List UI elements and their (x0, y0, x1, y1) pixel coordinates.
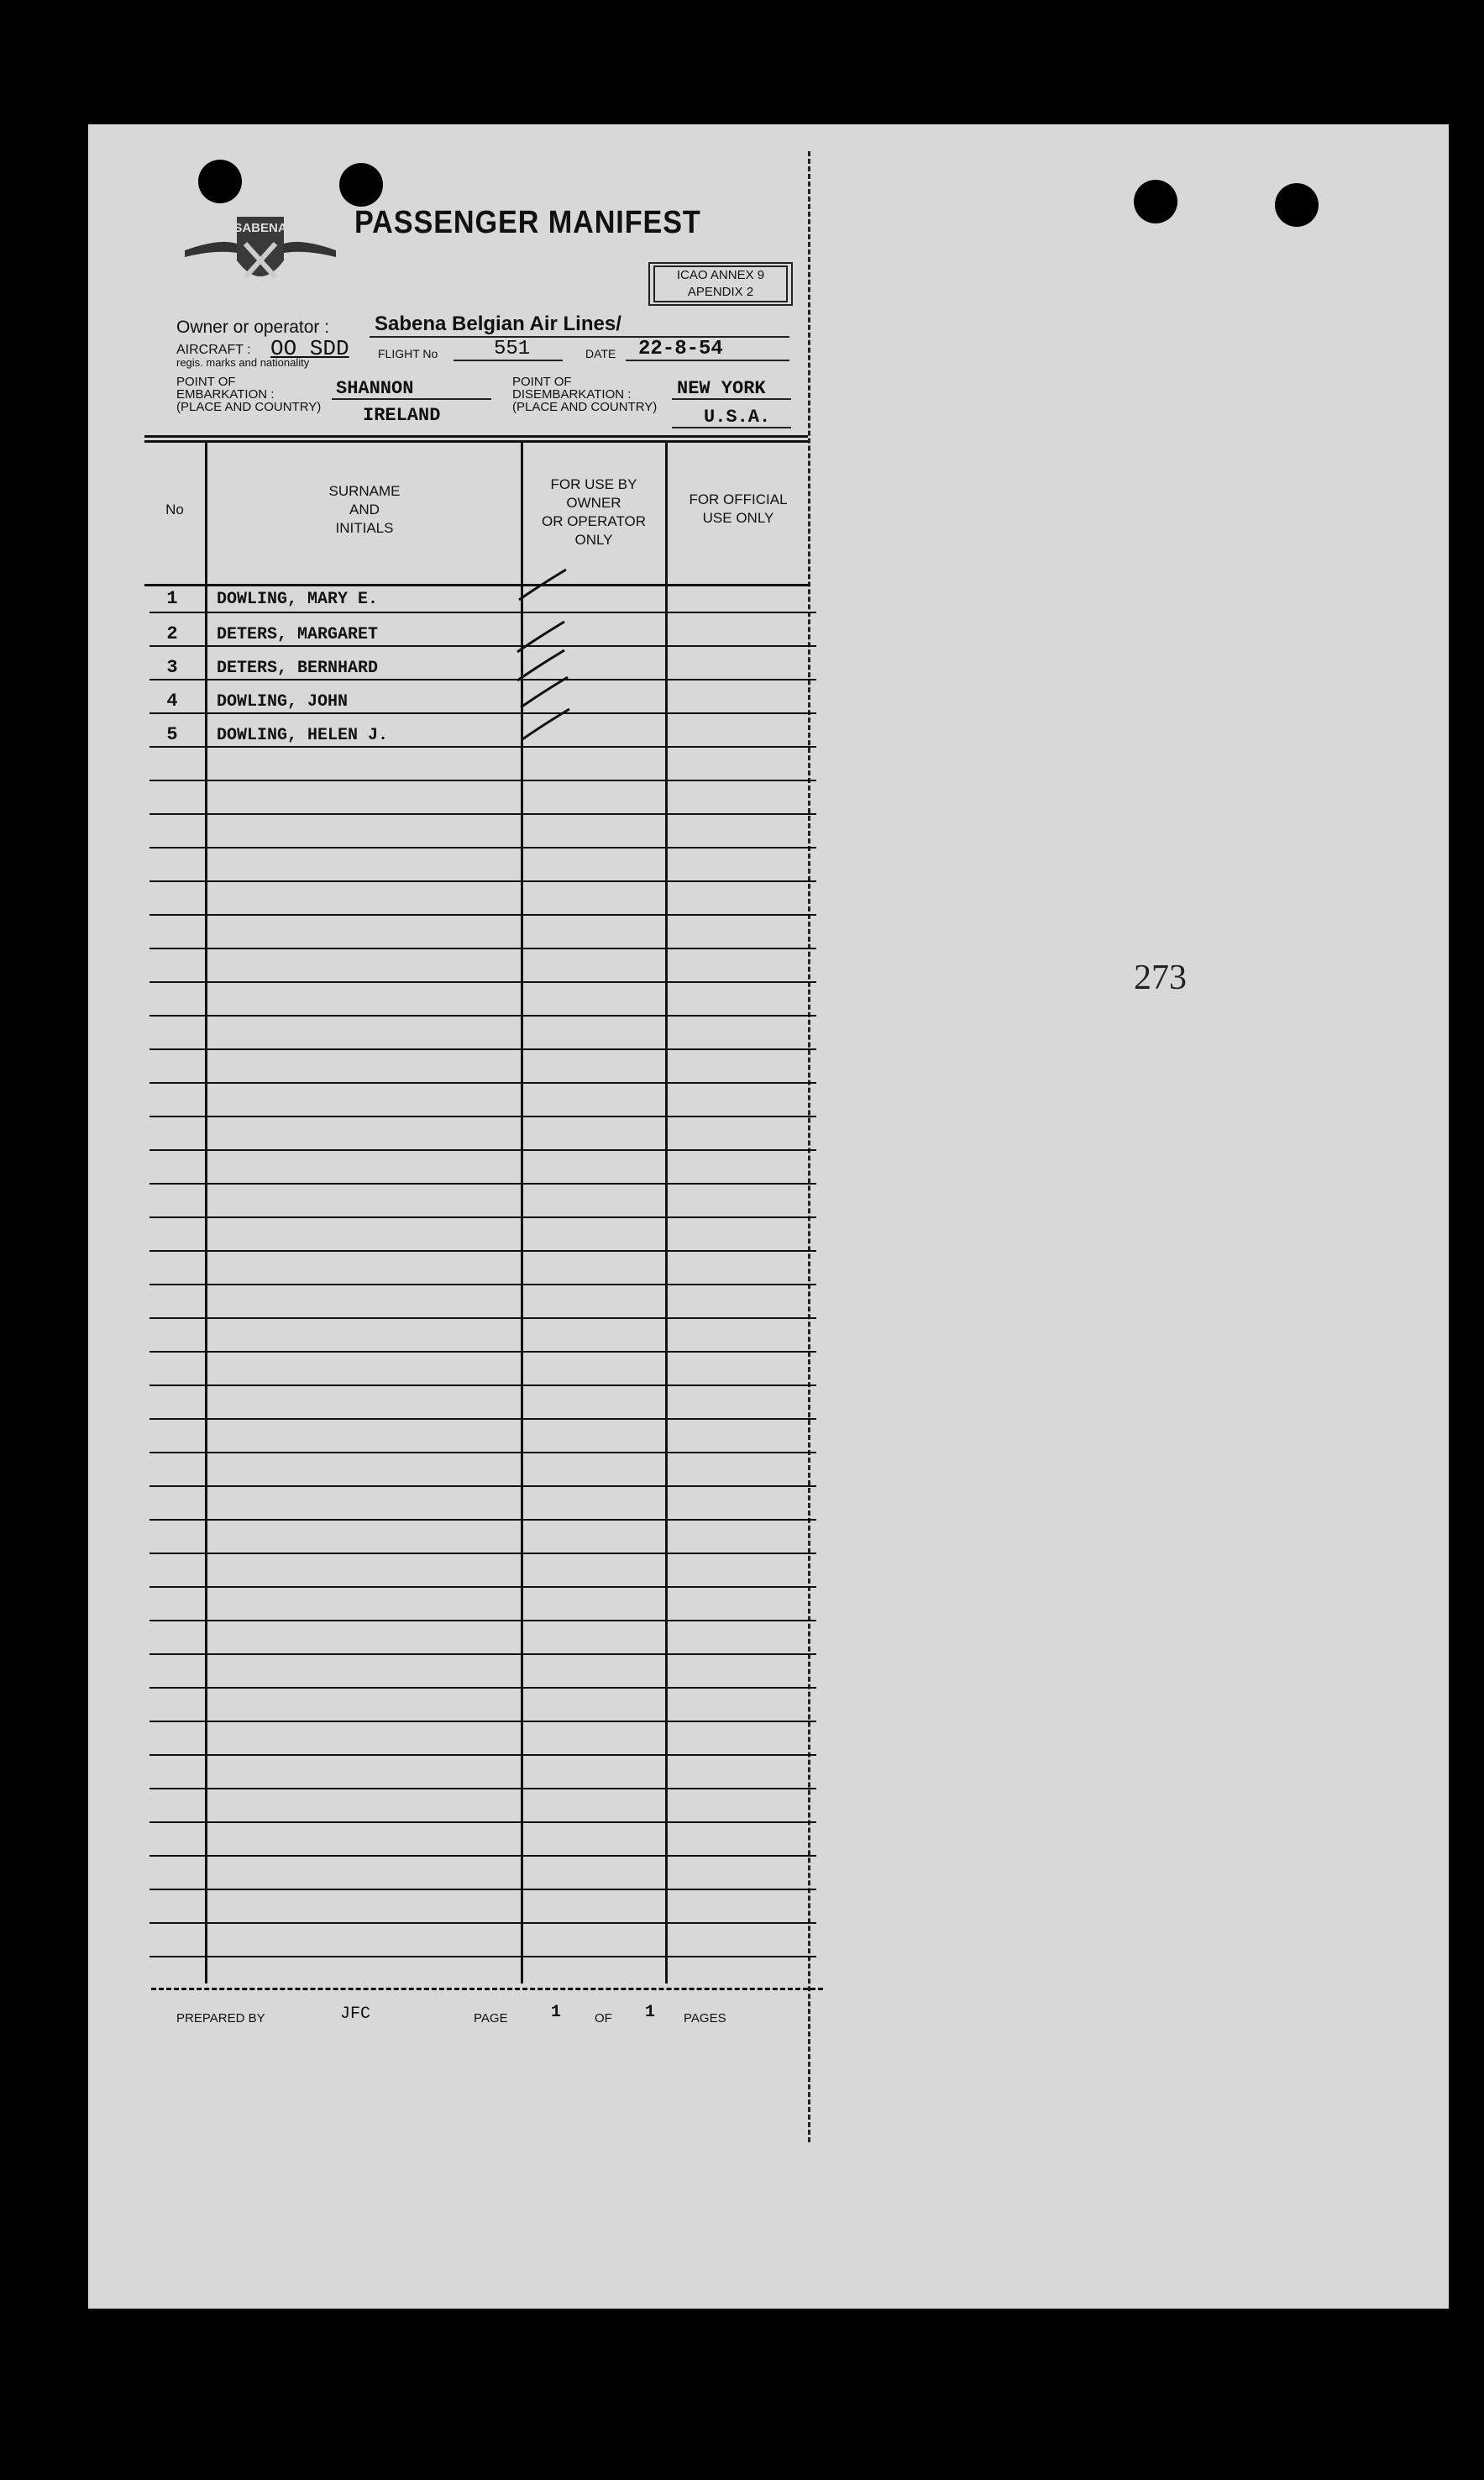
table-row-line (149, 1653, 816, 1655)
date-label: DATE (585, 347, 616, 360)
disembarkation-label: DISEMBARKATION : (512, 387, 632, 402)
column-header-official-use: FOR OFFICIAL USE ONLY (689, 491, 788, 526)
table-row-line (149, 1754, 816, 1756)
aircraft-value: OO SDD (270, 336, 349, 361)
table-row-line (149, 1351, 816, 1353)
stamp-number: 273 (1134, 959, 1187, 997)
passenger-number: 2 (166, 623, 178, 644)
aircraft-label: AIRCRAFT : (176, 343, 251, 357)
column-divider (205, 442, 207, 1983)
annex-line: APENDIX 2 (687, 285, 754, 299)
table-row-line (149, 1216, 816, 1218)
table-row-line (149, 1821, 816, 1823)
embarkation-label: EMBARKATION : (176, 387, 275, 402)
table-row-line (149, 1889, 816, 1890)
table-row-line (149, 612, 816, 613)
punch-hole (1275, 183, 1319, 227)
flight-label: FLIGHT No (378, 347, 438, 360)
column-divider (665, 442, 668, 1983)
table-row-line (149, 1586, 816, 1588)
table-row-line (149, 1015, 816, 1017)
punch-hole (1134, 180, 1177, 223)
passenger-name: DETERS, MARGARET (217, 625, 379, 644)
annex-line: ICAO ANNEX 9 (676, 268, 765, 282)
sabena-logo (176, 210, 344, 302)
flight-value: 551 (494, 338, 531, 360)
table-row-line (149, 780, 816, 781)
table-row-line (149, 1553, 816, 1554)
table-row-line (149, 712, 816, 714)
of-label: OF (595, 2011, 612, 2026)
date-underline (626, 360, 789, 361)
disembarkation-place: NEW YORK (677, 378, 766, 399)
table-row-line (149, 1452, 816, 1453)
table-row-line (149, 1956, 816, 1957)
table-row-line (149, 1519, 816, 1521)
table-row-line (149, 645, 816, 647)
passenger-name: DETERS, BERNHARD (217, 659, 379, 678)
punch-hole (198, 160, 242, 203)
page-value: 1 (551, 2003, 562, 2022)
embarkation-label: POINT OF (176, 375, 236, 389)
check-mark-icon (519, 707, 571, 741)
table-row-line (149, 847, 816, 849)
table-row-line (149, 1149, 816, 1151)
table-row-line (149, 1317, 816, 1319)
prepared-by-value: JFC (340, 2004, 371, 2024)
table-row-line (149, 1183, 816, 1185)
passenger-name: DOWLING, MARY E. (217, 590, 379, 609)
disembarkation-label: (PLACE AND COUNTRY) (512, 400, 658, 414)
table-top-border (144, 435, 808, 438)
table-row-line (149, 1418, 816, 1420)
table-row-line (149, 1048, 816, 1050)
column-header-no: No (165, 502, 184, 518)
table-row-line (149, 1082, 816, 1084)
page-total-value: 1 (645, 2003, 656, 2022)
flight-underline (454, 360, 563, 361)
table-row-line (149, 1116, 816, 1117)
embarkation-place: SHANNON (336, 378, 414, 399)
table-row-line (149, 1620, 816, 1621)
fold-line (808, 151, 810, 2142)
check-mark-icon (517, 675, 569, 709)
table-row-line (149, 679, 816, 680)
table-row-line (149, 1284, 816, 1285)
passenger-name: DOWLING, HELEN J. (217, 726, 389, 745)
table-row-line (149, 1384, 816, 1386)
passenger-number: 3 (166, 657, 178, 678)
prepared-by-label: PREPARED BY (176, 2011, 265, 2026)
passenger-number: 4 (166, 691, 178, 712)
table-row-line (149, 981, 816, 983)
table-row-line (149, 813, 816, 815)
table-row-line (149, 1855, 816, 1857)
date-value: 22-8-54 (638, 338, 723, 360)
column-header-surname: SURNAME AND INITIALS (328, 483, 401, 536)
passenger-number: 1 (166, 588, 178, 609)
pages-label: PAGES (684, 2011, 726, 2026)
owner-value: Sabena Belgian Air Lines/ (375, 313, 621, 335)
page-label: PAGE (474, 2011, 508, 2026)
owner-label: Owner or operator : (176, 318, 330, 337)
owner-underline (370, 336, 789, 338)
embarkation-label: (PLACE AND COUNTRY) (176, 400, 322, 414)
embarkation-underline (332, 398, 491, 400)
aircraft-sublabel: regis. marks and nationality (176, 356, 310, 369)
disembarkation-label: POINT OF (512, 375, 572, 389)
table-row-line (149, 1922, 816, 1924)
svg-text:SABENA: SABENA (233, 221, 287, 235)
disembarkation-underline (672, 398, 791, 400)
table-top-border (144, 440, 808, 443)
passenger-name: DOWLING, JOHN (217, 692, 349, 712)
table-header-border (144, 584, 810, 586)
punch-hole (339, 163, 383, 207)
column-header-owner-use: FOR USE BY OWNER OR OPERATOR ONLY (541, 476, 647, 548)
table-row-line (149, 1721, 816, 1722)
disembarkation-country: U.S.A. (704, 407, 771, 428)
table-bottom-border (151, 1988, 823, 1990)
check-mark-icon (516, 568, 568, 602)
table-row-line (149, 1250, 816, 1252)
table-row-line (149, 880, 816, 882)
table-row-line (149, 1788, 816, 1789)
icao-annex-box (648, 262, 793, 306)
disembarkation-underline (672, 427, 791, 428)
table-row-line (149, 746, 816, 748)
table-row-line (149, 1485, 816, 1487)
table-row-line (149, 1687, 816, 1689)
table-row-line (149, 914, 816, 916)
page-title: PASSENGER MANIFEST (354, 205, 701, 240)
passenger-number: 5 (166, 724, 178, 745)
table-row-line (149, 948, 816, 949)
embarkation-country: IRELAND (363, 405, 441, 426)
